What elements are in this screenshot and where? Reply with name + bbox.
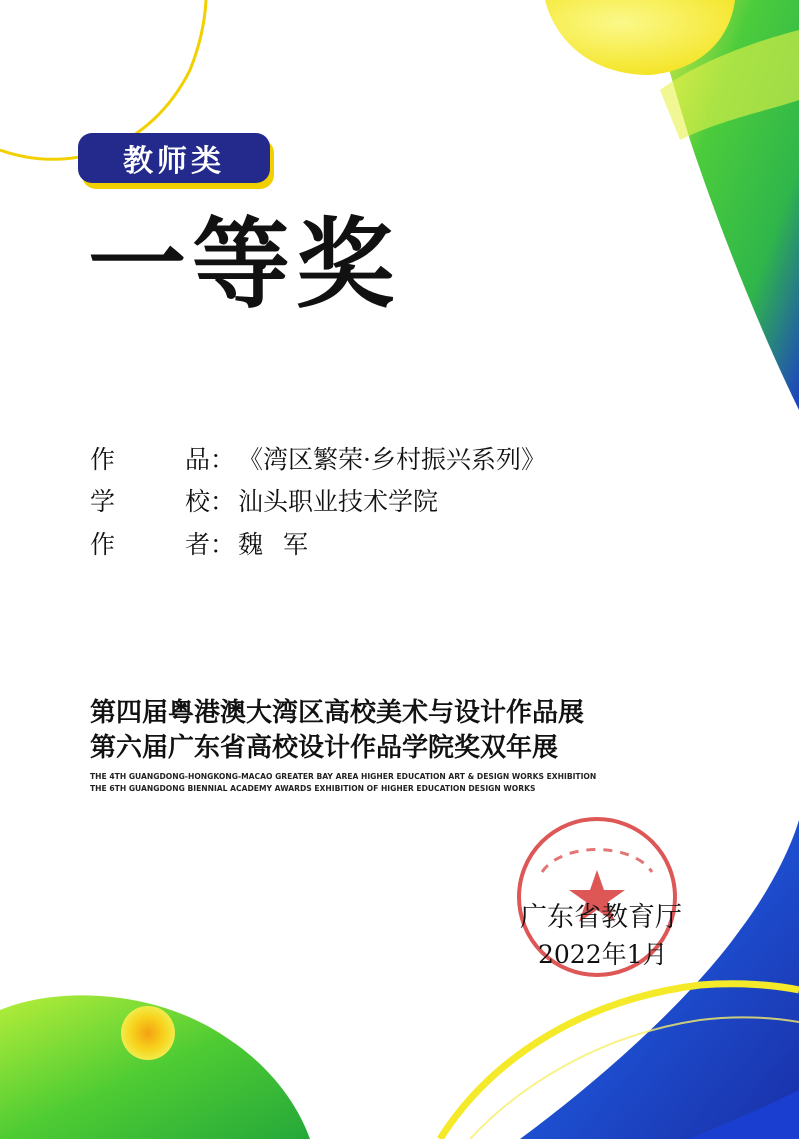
- field-label: 作 者: [90, 530, 210, 559]
- issue-date: 2022年1月: [538, 940, 668, 969]
- field-label: 作 品: [90, 445, 210, 474]
- field-value: 汕头职业技术学院: [238, 487, 439, 516]
- field-colon: ：: [210, 530, 236, 559]
- exhibition-english-line2: THE 6TH GUANGDONG BIENNIAL ACADEMY AWARDS EXHIBITION OF HIGHER EDUCATION DESIGN WORKS: [90, 784, 536, 793]
- exhibition-title-line2: 第六届广东省高校设计作品学院奖双年展: [90, 733, 559, 763]
- field-colon: ：: [210, 445, 236, 474]
- field-artwork: [90, 443, 546, 477]
- field-value: 魏 军: [238, 530, 314, 559]
- exhibition-title-line1: 第四届粤港澳大湾区高校美术与设计作品展: [90, 698, 585, 728]
- issuer-name: 广东省教育厅: [520, 902, 682, 933]
- category-badge: 教师类: [78, 133, 270, 183]
- field-label: 学 校: [90, 487, 210, 516]
- field-value: 《湾区繁荣·乡村振兴系列》: [238, 445, 546, 474]
- award-title: 一等奖: [88, 207, 401, 322]
- exhibition-english-line1: THE 4TH GUANGDONG-HONGKONG-MACAO GREATER BAY AREA HIGHER EDUCATION ART & DESIGN WORKS EXHIBITION: [90, 772, 597, 781]
- field-author: [90, 528, 314, 562]
- field-school: [90, 485, 438, 519]
- field-colon: ：: [210, 487, 236, 516]
